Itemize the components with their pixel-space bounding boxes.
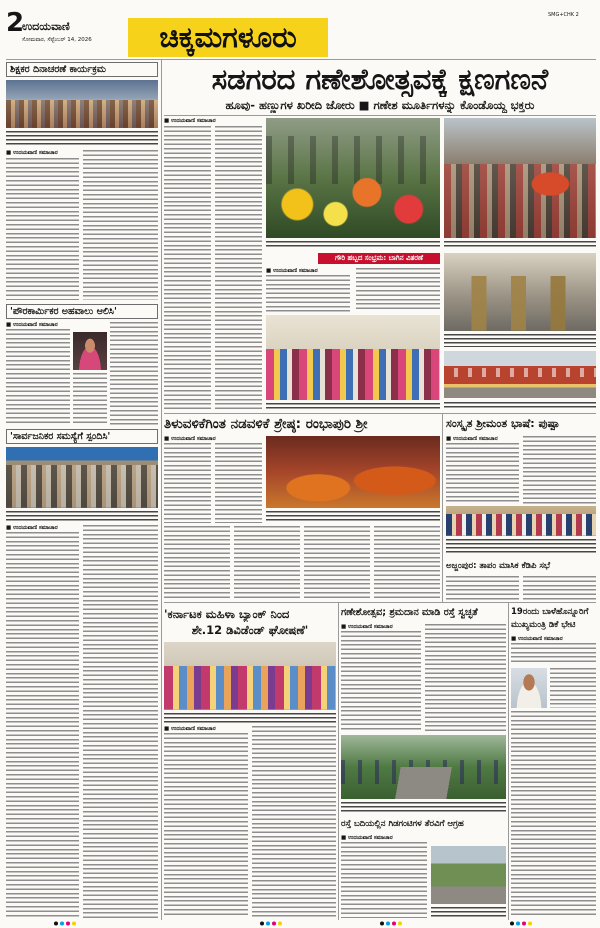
column-divider bbox=[442, 413, 443, 602]
masthead: ಉದಯವಾಣಿ bbox=[22, 20, 70, 33]
section-rule bbox=[164, 602, 596, 603]
lead-rule bbox=[164, 115, 596, 116]
photo-caption bbox=[431, 907, 506, 918]
headline-sanskrit: ಸಂಸ್ಕೃತ ಶ್ರೀಮಂತ ಭಾಷೆ: ಪುಷ್ಪಾ bbox=[446, 417, 560, 430]
article-body-text bbox=[83, 525, 158, 918]
registration-marks bbox=[0, 919, 600, 928]
photo-caption bbox=[266, 511, 440, 522]
photo-sanskrit-event bbox=[446, 506, 596, 536]
byline: ■ ಉದಯವಾಣಿ ಸಮಾಚಾರ bbox=[164, 436, 216, 442]
byline: ■ ಉದಯವಾಣಿ ಸಮಾಚಾರ bbox=[6, 150, 58, 156]
photo-ganesha-idols bbox=[444, 118, 596, 238]
photo-teachers-day bbox=[6, 80, 158, 128]
section-title: ಚಿಕ್ಕಮಗಳೂರು bbox=[159, 20, 297, 54]
photo-building bbox=[444, 351, 596, 398]
byline: ■ ಉದಯವಾಣಿ ಸಮಾಚಾರ bbox=[341, 624, 393, 630]
header-rule bbox=[6, 59, 596, 60]
article-body-text bbox=[164, 443, 211, 523]
byline: ■ ಉದಯವಾಣಿ ಸಮಾಚಾರ bbox=[164, 726, 216, 732]
headline-bank-line-1: 'ಕರ್ನಾಟಕ ಮಹಿಳಾ ಬ್ಯಾಂಕ್ ನಿಂದ bbox=[164, 607, 290, 621]
article-body-text bbox=[511, 711, 596, 918]
byline: ■ ಉದಯವಾಣಿ ಸಮಾಚಾರ bbox=[266, 268, 318, 274]
article-body-text bbox=[164, 126, 211, 412]
headline-teachers-day: ಶಿಕ್ಷಕರ ದಿನಾಚರಣೆ ಕಾರ್ಯಕ್ರಮ bbox=[6, 62, 158, 77]
section-banner bbox=[128, 18, 328, 57]
article-body-text bbox=[511, 643, 596, 665]
article-body-text bbox=[6, 158, 79, 300]
byline: ■ ಉದಯವಾಣಿ ಸಮಾಚಾರ bbox=[511, 636, 563, 642]
photo-mahila-bank bbox=[164, 642, 336, 710]
article-body-text bbox=[304, 526, 370, 600]
headline-rambhapuri: ತಿಳುವಳಿಕೆಗಿಂತ ನಡವಳಿಕೆ ಶ್ರೇಷ್ಠ: ರಂಭಾಪುರಿ ಶ್ರೀ bbox=[164, 416, 368, 432]
edition-code: SMG+CHK 2 bbox=[548, 12, 579, 18]
registration-mark-group bbox=[510, 922, 532, 926]
headline-cm-visit-line-2: ಮುಖ್ಯಮಂತ್ರಿ ಡಿಕೆ ಭೇಟಿ bbox=[511, 620, 576, 630]
photo-gowri-bagina bbox=[266, 315, 440, 400]
headline-gowri-banner: ಗೌರಿ ಹಬ್ಬದ ಸಂಭ್ರಮ: ಬಾಗಿನ ವಿತರಣೆ bbox=[318, 253, 440, 264]
photo-portrait bbox=[511, 668, 547, 708]
headline-roadside: ರಸ್ತೆ ಬದಿಯಲ್ಲಿನ ಗಿಡಗಂಟಿಗಳ ತೆರವಿಗೆ ಆಗ್ರಹ bbox=[341, 819, 464, 829]
photo-public-meeting bbox=[6, 447, 158, 508]
photo-caption bbox=[444, 241, 596, 249]
headline-shramadana: ಗಣೇಶೋತ್ಸವ; ಶ್ರಮದಾನ ಮಾಡಿ ರಸ್ತೆ ಸ್ವಚ್ಛತೆ bbox=[341, 607, 478, 618]
article-body-text bbox=[523, 436, 596, 504]
photo-rambhapuri-swamiji bbox=[266, 436, 440, 508]
article-body-text bbox=[550, 668, 596, 708]
byline: ■ ಉದಯವಾಣಿ ಸಮಾಚಾರ bbox=[446, 436, 498, 442]
article-body-text bbox=[6, 329, 70, 425]
headline-pourakarmika: 'ಪೌರಕಾರ್ಮಿಕರ ಅಹವಾಲು ಆಲಿಸಿ' bbox=[6, 304, 158, 319]
photo-portrait bbox=[73, 332, 107, 370]
column-divider bbox=[508, 602, 509, 920]
column-divider bbox=[161, 60, 162, 920]
photo-road-cleaning bbox=[341, 735, 506, 799]
article-body-text bbox=[215, 443, 262, 523]
photo-caption bbox=[444, 334, 596, 347]
photo-police-parade bbox=[444, 253, 596, 331]
byline: ■ ಉದಯವಾಣಿ ಸಮಾಚಾರ bbox=[164, 118, 216, 124]
article-body-text bbox=[6, 532, 79, 918]
article-body-text bbox=[164, 526, 230, 600]
registration-mark-group bbox=[380, 922, 402, 926]
page-number: 2 bbox=[6, 8, 25, 38]
lead-subheadline: ಹೂವು- ಹಣ್ಣುಗಳ ಖರೀದಿ ಜೋರು ■ ಗಣೇಶ ಮೂರ್ತಿಗಳನ್ನು ಕೊಂಡೊಯ್ದ ಭಕ್ತರು bbox=[225, 98, 535, 112]
article-body-text bbox=[266, 275, 350, 312]
lead-headline: ಸಡಗರದ ಗಣೇಶೋತ್ಸವಕ್ಕೆ ಕ್ಷಣಗಣನೆ bbox=[211, 62, 549, 96]
issue-date: ಸೋಮವಾರ, ಸೆಪ್ಟೆಂಬರ್ 14, 2026 bbox=[22, 37, 92, 43]
article-body-text bbox=[215, 126, 262, 412]
article-body-text bbox=[110, 322, 158, 425]
registration-mark-group bbox=[260, 922, 282, 926]
article-body-text bbox=[425, 624, 506, 732]
headline-bank-line-2: ಶೇ.12 ಡಿವಿಡೆಂಡ್ ಘೋಷಣೆ' bbox=[191, 623, 309, 637]
headline-cm-visit-line-1: 19ರಂದು ಬಾಳೆಹೊನ್ನೂರಿಗೆ bbox=[511, 607, 589, 617]
photo-caption bbox=[266, 241, 440, 249]
photo-roadside-bushes bbox=[431, 846, 506, 904]
photo-caption bbox=[164, 713, 336, 723]
photo-caption bbox=[6, 511, 158, 522]
column-divider bbox=[338, 602, 339, 920]
photo-caption bbox=[341, 802, 506, 814]
article-body-text bbox=[446, 443, 519, 504]
headline-public-issues: 'ಸಾರ್ವಜನಿಕರ ಸಮಸ್ಯೆಗೆ ಸ್ಪಂದಿಸಿ' bbox=[6, 429, 158, 444]
section-rule bbox=[164, 413, 596, 414]
article-body-text bbox=[234, 526, 300, 600]
article-body-text bbox=[83, 150, 158, 300]
registration-mark-group bbox=[54, 922, 76, 926]
article-body-text bbox=[356, 268, 440, 312]
article-body-text bbox=[341, 842, 427, 918]
byline: ■ ಉದಯವಾಣಿ ಸಮಾಚಾರ bbox=[341, 835, 393, 841]
headline-ajjampura: ಅಜ್ಜಂಪುರ: ತಾಪಂ ಮಾಸಿಕ ಕೆಡಿಪಿ ಸಭೆ bbox=[446, 561, 551, 571]
article-body-text bbox=[252, 726, 336, 918]
article-body-text bbox=[73, 373, 107, 425]
article-body-text bbox=[374, 526, 440, 600]
article-body-text bbox=[164, 733, 248, 918]
photo-flower-market bbox=[266, 118, 440, 238]
article-body-text bbox=[523, 576, 596, 600]
photo-caption bbox=[266, 403, 440, 411]
photo-caption bbox=[446, 539, 596, 555]
byline: ■ ಉದಯವಾಣಿ ಸಮಾಚಾರ bbox=[6, 525, 58, 531]
byline: ■ ಉದಯವಾಣಿ ಸಮಾಚಾರ bbox=[6, 322, 58, 328]
photo-caption bbox=[444, 402, 596, 410]
article-body-text bbox=[446, 576, 519, 600]
photo-caption bbox=[6, 131, 158, 147]
article-body-text bbox=[341, 631, 421, 732]
